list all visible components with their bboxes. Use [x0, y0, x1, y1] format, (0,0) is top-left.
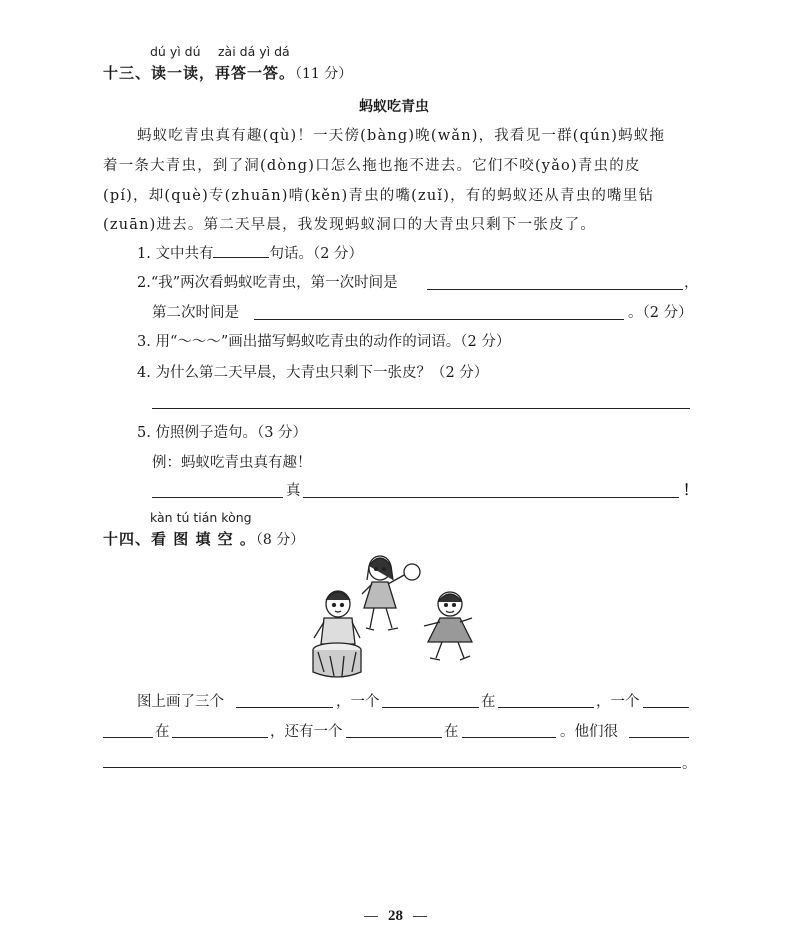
section-13-title: 十三、读一读，再答一答。 — [103, 64, 296, 82]
picture-blank-4a[interactable] — [643, 707, 689, 708]
passage-line-3: (pí)，却(què)专(zhuān)啃(kěn)青虫的嘴(zuǐ)，有的蚂蚁还从青虫的嘴里钻 — [103, 188, 655, 204]
picture-line-2-text-c: 在 — [444, 724, 459, 740]
page-number: 28 — [388, 908, 403, 924]
question-1-text: 1. 文中共有 — [137, 246, 214, 262]
question-5-example: 例：蚂蚁吃青虫真有趣！ — [152, 455, 312, 471]
passage-line-4: (zuān)进去。第二天早晨，我发现蚂蚁洞口的大青虫只剩下一张皮了。 — [103, 217, 597, 233]
question-3: 3. 用“～～～”画出描写蚂蚁吃青虫的动作的词语。（2 分） — [137, 334, 511, 350]
picture-blank-8b[interactable] — [103, 767, 681, 768]
picture-line-2-text-d: 。他们很 — [560, 724, 618, 740]
pinyin-du-yi-du: dú yì dú — [150, 44, 201, 59]
question-2: 2.“我”两次看蚂蚁吃青虫，第一次时间是 — [137, 275, 398, 291]
pinyin-zai-da-yi-da: zài dá yì dá — [218, 44, 290, 59]
question-2-comma: ， — [684, 275, 699, 291]
question-2-second-time-blank[interactable] — [254, 319, 624, 320]
picture-blank-1[interactable] — [236, 707, 333, 708]
picture-blank-6[interactable] — [346, 737, 442, 738]
picture-line-2-text-a: 在 — [155, 724, 170, 740]
question-4-answer-line[interactable] — [152, 408, 690, 409]
footer-dash-right — [413, 916, 427, 917]
question-2-first-time-blank[interactable] — [427, 289, 683, 290]
picture-blank-5[interactable] — [172, 737, 268, 738]
drum-boy-figure — [313, 591, 361, 677]
passage-line-2: 着一条大青虫，到了洞(dòng)口怎么拖也拖不进去。它们不咬(yǎo)青虫的皮 — [103, 158, 641, 174]
question-1 — [137, 242, 363, 263]
picture-line-1-text-d: ，一个 — [596, 694, 640, 710]
picture-blank-4b[interactable] — [103, 737, 153, 738]
picture-line-2-text-b: ，还有一个 — [270, 724, 343, 740]
children-playing-illustration — [300, 552, 480, 680]
passage-line-1: 蚂蚁吃青虫真有趣(qù)！一天傍(bàng)晚(wǎn)，我看见一群(qún)蚂蚁拖 — [137, 128, 666, 144]
picture-line-1-text-b: ，一个 — [336, 694, 380, 710]
question-5-blank-1[interactable] — [152, 497, 283, 498]
section-14-title: 十四、看 图 填 空 。 — [103, 530, 256, 548]
pinyin-kan-tu-tian-kong: kàn tú tián kòng — [150, 510, 252, 525]
picture-line-3-end: 。 — [682, 756, 697, 772]
section-13-score: （11 分） — [295, 66, 353, 82]
footer-dash-left — [364, 916, 378, 917]
question-5: 5. 仿照例子造句。（3 分） — [137, 425, 308, 441]
tambourine-girl-figure — [362, 556, 420, 630]
question-1-blank[interactable] — [213, 256, 269, 258]
picture-blank-8a[interactable] — [629, 737, 689, 738]
question-2b-suffix: 。（2 分） — [628, 305, 693, 321]
picture-blank-7[interactable] — [462, 737, 556, 738]
page-footer — [354, 908, 437, 925]
picture-blank-3[interactable] — [498, 707, 594, 708]
section-13-heading — [103, 62, 352, 83]
question-1-suffix: 句话。（2 分） — [269, 246, 364, 262]
question-2b: 第二次时间是 — [152, 305, 239, 321]
passage-title: 蚂蚁吃青虫 — [359, 99, 429, 115]
dancing-girl-figure — [424, 592, 472, 660]
question-5-exclamation: ！ — [683, 482, 698, 499]
section-14-score: （8 分） — [255, 532, 305, 548]
question-4: 4. 为什么第二天早晨，大青虫只剩下一张皮？（2 分） — [137, 365, 489, 381]
picture-blank-2[interactable] — [382, 707, 479, 708]
question-5-zhen: 真 — [286, 483, 301, 499]
picture-line-1-text-c: 在 — [481, 694, 496, 710]
picture-line-1-text-a: 图上画了三个 — [137, 694, 224, 710]
section-14-heading — [103, 528, 304, 549]
question-5-blank-2[interactable] — [303, 497, 679, 498]
